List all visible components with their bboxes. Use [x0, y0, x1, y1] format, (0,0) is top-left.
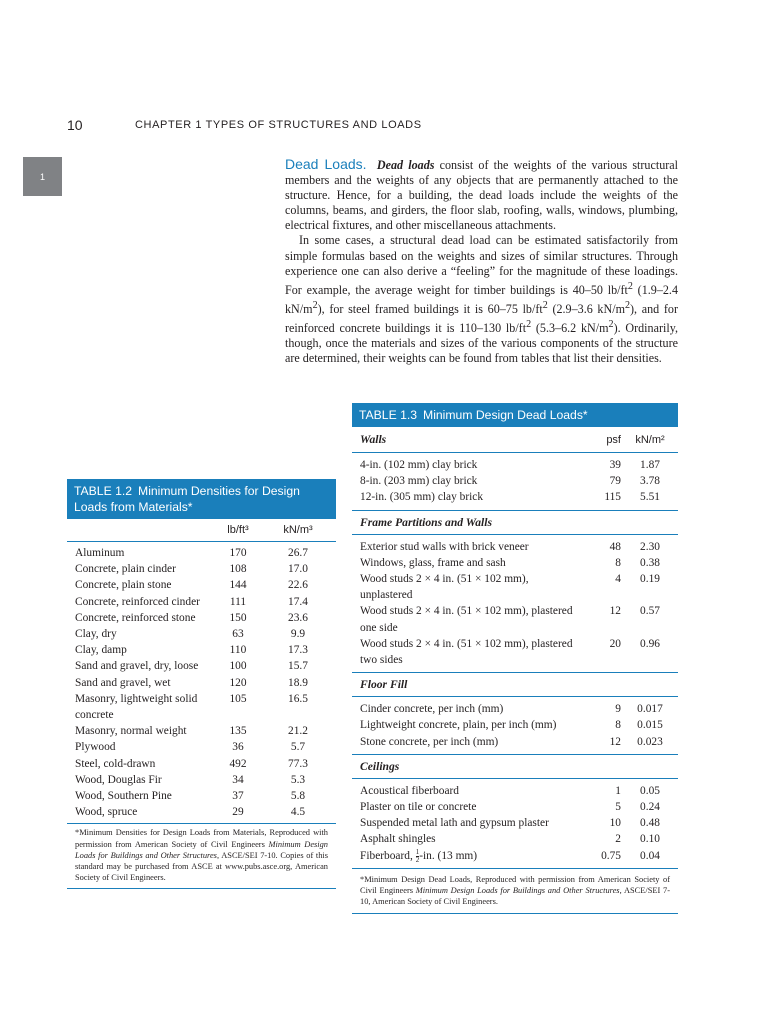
row-value-2: 17.0	[288, 563, 308, 576]
row-label: Masonry, normal weight	[75, 725, 187, 738]
sup: 2	[627, 280, 633, 292]
table-row	[360, 473, 672, 489]
row-label: Concrete, reinforced stone	[75, 611, 196, 624]
row-label: Windows, glass, frame and sash	[360, 556, 506, 569]
row-value-1: 8	[615, 556, 621, 569]
row-value-1: 1	[615, 784, 621, 797]
row-value-1: 144	[229, 579, 247, 592]
row-value-1: 79	[609, 475, 621, 488]
table-row	[75, 804, 328, 820]
table-row	[75, 626, 328, 642]
row-value-1: 0.75	[601, 849, 621, 862]
section-heading-walls: Walls	[360, 433, 387, 446]
row-value-1: 492	[229, 757, 247, 770]
table-row	[360, 734, 672, 750]
header-col-2: kN/m³	[283, 524, 313, 536]
row-value-1: 12	[609, 605, 621, 618]
row-value-1: 10	[609, 817, 621, 830]
table-footnote	[67, 824, 336, 888]
section-title: Dead Loads.	[285, 156, 367, 172]
sup: 2	[312, 299, 318, 311]
table-body	[352, 453, 678, 869]
row-value-2: 0.96	[640, 637, 660, 650]
paragraph-1	[285, 157, 678, 233]
row-label: Wood, Southern Pine	[75, 790, 172, 803]
row-value-1: 9	[615, 703, 621, 716]
table-row	[75, 675, 328, 691]
row-value-2: 2.30	[640, 540, 660, 553]
row-value-2: 0.05	[640, 784, 660, 797]
table-row	[75, 577, 328, 593]
section-heading: Frame Partitions and Walls	[352, 511, 678, 535]
table-row	[75, 642, 328, 658]
row-value-2: 17.4	[288, 595, 308, 608]
table-row	[75, 723, 328, 739]
row-label: 12-in. (305 mm) clay brick	[360, 491, 484, 504]
table-1-2	[67, 479, 336, 889]
row-label: Aluminum	[75, 547, 125, 559]
row-value-2: 15.7	[288, 660, 308, 673]
table-row	[360, 571, 672, 603]
sup: 2	[526, 319, 532, 330]
row-label: 4-in. (102 mm) clay brick	[360, 459, 478, 471]
p2-g: ). Ordinarily, though, once the materials and sizes of the various components of the structure are determined, their weights can be found from tables that list their densities.	[285, 321, 678, 366]
table-body	[67, 542, 336, 824]
row-value-1: 12	[609, 735, 621, 748]
row-label: Wood studs 2 × 4 in. (51 × 102 mm), unplastered	[360, 573, 529, 602]
row-value-1: 2	[615, 833, 621, 846]
table-row	[360, 701, 672, 717]
row-value-2: 23.6	[288, 611, 308, 624]
sup: 2	[542, 299, 548, 311]
section-rows	[352, 697, 678, 755]
row-label-b: -in. (13 mm)	[419, 849, 478, 862]
row-label: Wood studs 2 × 4 in. (51 × 102 mm), plastered two sides	[360, 637, 573, 667]
table-number: TABLE 1.2	[74, 484, 133, 498]
p2-e: ), and for reinforced concrete buildings it is 110–130 lb/ft	[285, 301, 678, 336]
table-row	[360, 489, 672, 505]
table-1-3	[352, 403, 678, 914]
row-value-1: 20	[609, 637, 621, 650]
row-value-2: 0.57	[640, 605, 660, 618]
row-value-2: 17.3	[288, 644, 308, 657]
row-value-2: 9.9	[290, 628, 306, 641]
table-row	[360, 457, 672, 473]
row-label: Concrete, plain stone	[75, 579, 172, 592]
row-value-1: 37	[232, 790, 244, 803]
p2-c: ), for steel framed buildings it is 60–75 lb/ft	[317, 301, 543, 316]
section-heading: Floor Fill	[352, 673, 678, 697]
running-head	[135, 119, 422, 131]
row-label: Wood, Douglas Fir	[75, 773, 162, 786]
row-label: Exterior stud walls with brick veneer	[360, 540, 529, 553]
table-row	[75, 658, 328, 674]
table-title: Minimum Densities for Design Loads from Materials*	[74, 484, 300, 514]
row-label: Concrete, reinforced cinder	[75, 595, 200, 608]
row-value-1: 34	[232, 773, 244, 786]
row-value-2: 18.9	[288, 676, 308, 689]
row-value-1: 8	[615, 719, 621, 732]
table-row	[360, 539, 672, 555]
row-label: Sand and gravel, dry, loose	[75, 660, 199, 673]
row-label: Sand and gravel, wet	[75, 676, 171, 689]
table-row	[75, 788, 328, 804]
table-row	[75, 610, 328, 626]
header-col-2: kN/m²	[635, 433, 665, 446]
row-value-2: 0.017	[637, 703, 663, 716]
row-value-2: 0.38	[640, 556, 660, 569]
table-row	[360, 555, 672, 571]
row-value-1: 120	[229, 676, 247, 689]
row-value-1: 4	[615, 573, 621, 586]
section-rows	[352, 779, 678, 869]
row-label: Cinder concrete, per inch (mm)	[360, 703, 504, 716]
fraction-numerator: 1	[415, 847, 420, 856]
table-row	[75, 594, 328, 610]
row-label: Suspended metal lath and gypsum plaster	[360, 817, 549, 830]
table-caption	[67, 479, 336, 519]
row-value-2: 0.48	[640, 817, 660, 830]
row-value-1: 111	[229, 595, 247, 608]
row-value-2: 5.7	[290, 741, 306, 754]
row-value-1: 100	[229, 660, 247, 673]
section-heading: Ceilings	[352, 755, 678, 779]
term-dead-loads: Dead loads	[376, 158, 435, 172]
row-value-2: 16.5	[288, 692, 308, 705]
table-row	[360, 603, 672, 635]
row-value-2: 0.24	[640, 801, 660, 814]
p2-d: (2.9–3.6 kN/m	[547, 301, 625, 316]
row-value-2: 5.8	[290, 790, 306, 803]
row-label: Clay, dry	[75, 628, 117, 641]
row-value-1: 39	[609, 459, 621, 471]
table-row	[360, 815, 672, 831]
row-label: Masonry, lightweight solid concrete	[75, 692, 198, 722]
row-label: Plywood	[75, 741, 116, 754]
row-value-1: 115	[604, 491, 621, 504]
sup: 2	[608, 319, 614, 330]
row-label	[360, 848, 581, 864]
row-value-1: 36	[232, 741, 244, 754]
row-label: Clay, damp	[75, 644, 127, 657]
header-col-1: lb/ft³	[227, 524, 249, 536]
row-value-2: 3.78	[640, 475, 660, 488]
row-label: Asphalt shingles	[360, 833, 436, 846]
row-label: Wood studs 2 × 4 in. (51 × 102 mm), plastered one side	[360, 605, 573, 634]
row-value-2: 1.87	[640, 459, 660, 471]
table-row	[75, 561, 328, 577]
row-value-2: 22.6	[288, 579, 308, 592]
row-value-2: 26.7	[288, 547, 308, 559]
row-value-1: 110	[229, 644, 247, 657]
table-header-row	[67, 519, 336, 542]
row-label: Lightweight concrete, plain, per inch (mm)	[360, 719, 557, 732]
footnote-italic: Minimum Design Loads for Buildings and Other Structures	[75, 839, 328, 860]
chapter-tab: 1	[23, 157, 62, 196]
page-number: 10	[67, 117, 83, 133]
footnote-b: , ASCE/SEI 7-10, American Society of Civil Engineers.	[360, 886, 671, 907]
row-value-1: 135	[229, 725, 247, 738]
table-row	[75, 756, 328, 772]
table-caption	[352, 403, 678, 427]
row-value-1: 150	[229, 611, 247, 624]
table-row	[75, 772, 328, 788]
footnote-a: *Minimum Design Dead Loads, Reproduced with permission from American Society of Civil Engineers	[360, 874, 670, 896]
table-row	[360, 848, 672, 864]
row-value-1: 48	[609, 540, 621, 553]
row-label: 8-in. (203 mm) clay brick	[360, 475, 478, 488]
footnote-italic: Minimum Design Loads for Buildings and Other Structures	[415, 886, 620, 896]
table-row	[75, 545, 328, 561]
footnote-b: , ASCE/SEI 7-10. Copies of this standard may be purchased from ASCE at www.pubs.asce.org, American Society of Civil Engineers.	[75, 850, 329, 883]
row-value-2: 77.3	[288, 757, 308, 770]
p2-b: (1.9–2.4 kN/m	[285, 282, 678, 316]
row-value-2: 5.3	[290, 773, 306, 786]
table-number: TABLE 1.3	[359, 408, 418, 422]
row-value-2: 5.51	[640, 491, 660, 504]
table-row	[75, 691, 328, 723]
table-row	[360, 717, 672, 733]
table-row	[360, 783, 672, 799]
row-label-a: Fiberboard,	[360, 849, 416, 862]
section-rows	[352, 453, 678, 511]
row-label: Stone concrete, per inch (mm)	[360, 735, 499, 748]
row-label: Wood, spruce	[75, 806, 138, 819]
row-value-1: 5	[615, 801, 621, 814]
row-value-2: 0.023	[637, 735, 663, 748]
row-value-2: 0.10	[640, 833, 660, 846]
table-row	[360, 799, 672, 815]
section-rows	[352, 535, 678, 674]
running-head-text: CHAPTER 1 TYPES OF STRUCTURES AND LOADS	[135, 119, 422, 131]
body-text	[285, 157, 678, 366]
p2-a: In some cases, a structural dead load can be estimated satisfactorily from simple formulas based on the weights and sizes of similar structures. Through experience one can also derive a “feeling” for the magnitude of these loadings. For example, the average weight for timber buildings is 40–50 lb/ft	[285, 233, 678, 297]
sup: 2	[624, 299, 631, 311]
row-value-1: 108	[229, 563, 247, 576]
row-label: Concrete, plain cinder	[75, 563, 176, 576]
row-value-2: 0.015	[637, 719, 663, 732]
table-row	[75, 739, 328, 755]
table-footnote	[352, 869, 678, 914]
row-value-2: 0.04	[640, 849, 660, 862]
row-value-2: 21.2	[288, 725, 308, 738]
table-title: Minimum Design Dead Loads*	[423, 408, 588, 422]
row-value-1: 63	[232, 628, 244, 641]
row-value-1: 29	[232, 806, 244, 819]
row-value-2: 0.19	[640, 573, 660, 586]
row-label: Acoustical fiberboard	[360, 784, 459, 797]
footnote-a: *Minimum Densities for Design Loads from Materials, Reproduced with permission from American Society of Civil Engineers	[75, 828, 328, 849]
row-value-1: 170	[229, 547, 247, 559]
paragraph-1-text: consist of the weights of the various structural members and the weights of any objects that are permanently attached to the structure. Hence, for a building, the dead loads include the weights of the columns, beams, and girders, the floor slab, roofing, walls, windows, plumbing, electrical fixtures, and other miscellaneous attachments.	[285, 158, 678, 233]
row-value-1: 105	[229, 692, 247, 705]
header-col-1: psf	[606, 433, 621, 446]
row-label: Plaster on tile or concrete	[360, 801, 477, 814]
table-row	[360, 636, 672, 668]
paragraph-2	[285, 233, 678, 366]
row-label: Steel, cold-drawn	[75, 757, 156, 770]
table-header-row	[352, 427, 678, 453]
table-row	[360, 831, 672, 847]
row-value-2: 4.5	[290, 806, 306, 819]
fraction-denominator: 2	[415, 855, 420, 864]
p2-f: (5.3–6.2 kN/m	[531, 321, 609, 336]
